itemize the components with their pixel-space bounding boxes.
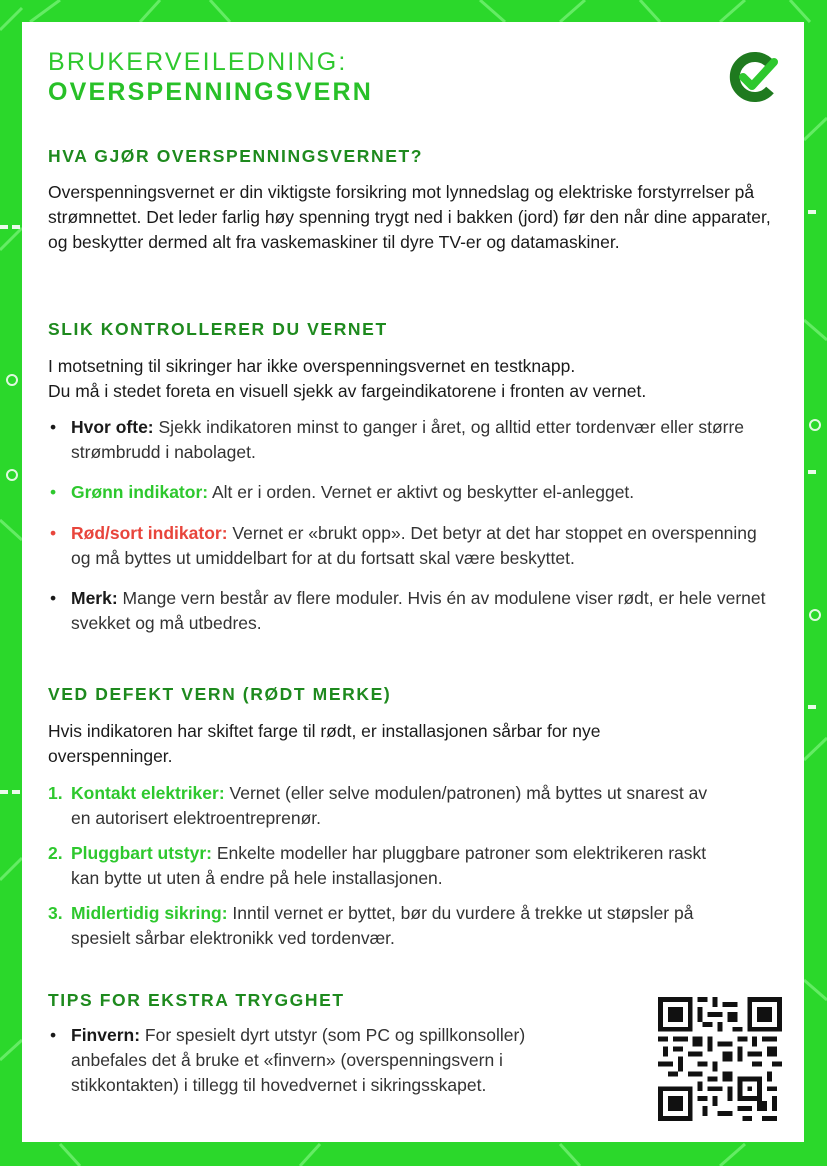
step-label: Midlertidig sikring: (71, 903, 228, 923)
heading-check: SLIK KONTROLLERER DU VERNET (48, 319, 388, 339)
check-list (48, 415, 768, 636)
check-logo-icon (726, 50, 780, 104)
step-label: Pluggbart utstyr: (71, 843, 212, 863)
guide-card (22, 22, 804, 1142)
defect-intro: Hvis indikatoren har skiftet farge til rødt, er installasjonen sårbar for nye overspenninger. (48, 721, 601, 766)
bullet-icon: • (50, 523, 57, 543)
step-text: Inntil vernet er byttet, bør du vurdere å trekke ut støpsler på spesielt sårbar elektronikk ved tordenvær. (71, 903, 694, 948)
bullet-icon: • (50, 417, 57, 437)
list-item (48, 586, 768, 636)
step-number: 3. (48, 903, 63, 923)
what-paragraph: Overspenningsvernet er din viktigste forsikring mot lynnedslag og elektriske forstyrrelser på strømnettet. Det leder farlig høy spenning trygt ned i bakken (jord) før den når dine apparater, og beskytter dermed alt fra vaskemaskiner til dyre TV-er og datamaskiner. (48, 182, 771, 252)
step-item (48, 781, 718, 831)
check-intro-line1: I motsetning til sikringer har ikke overspenningsvernet en testknapp. (48, 356, 576, 376)
bullet-icon: • (50, 588, 57, 608)
item-text: Sjekk indikatoren minst to ganger i året, og alltid etter tordenvær eller større strømbrudd i nabolaget. (71, 417, 745, 462)
item-label: Finvern: (71, 1025, 141, 1045)
qr-code-icon[interactable] (658, 997, 782, 1121)
page-title-subject: OVERSPENNINGSVERN (48, 78, 373, 106)
list-item (48, 521, 768, 571)
item-label: Merk: (71, 588, 118, 608)
item-text: For spesielt dyrt utstyr (som PC og spillkonsoller) anbefales det å bruke et «finvern» (overspenningsvern i stikkontakten) i tillegg til hovedvernet i sikringsskapet. (71, 1025, 526, 1095)
heading-defect: VED DEFEKT VERN (RØDT MERKE) (48, 684, 392, 704)
tips-list (48, 1023, 593, 1098)
heading-what: HVA GJØR OVERSPENNINGSVERNET? (48, 146, 424, 166)
list-item (48, 480, 768, 505)
item-label: Hvor ofte: (71, 417, 154, 437)
step-number: 1. (48, 783, 63, 803)
item-text: Vernet er «brukt opp». Det betyr at det har stoppet en overspenning og må byttes ut umiddelbart for at du fortsatt skal være beskyttet. (71, 523, 757, 568)
step-item (48, 901, 718, 951)
defect-steps (48, 781, 718, 951)
list-item (48, 415, 768, 465)
step-item (48, 841, 718, 891)
item-text: Mange vern består av flere moduler. Hvis én av modulene viser rødt, er hele vernet svekket og må utbedres. (71, 588, 766, 633)
item-label: Rød/sort indikator: (71, 523, 228, 543)
item-text: Alt er i orden. Vernet er aktivt og beskytter el-anlegget. (208, 482, 635, 502)
step-text: Enkelte modeller har pluggbare patroner som elektrikeren raskt kan bytte ut uten å endre på hele installasjonen. (71, 843, 707, 888)
bullet-icon: • (50, 482, 57, 502)
step-number: 2. (48, 843, 63, 863)
check-intro-line2: Du må i stedet foreta en visuell sjekk av fargeindikatorene i fronten av vernet. (48, 381, 647, 401)
page-title: BRUKERVEILEDNING: (48, 48, 348, 76)
step-text: Vernet (eller selve modulen/patronen) må byttes ut snarest av en autorisert elektroentreprenør. (71, 783, 708, 828)
heading-tips: TIPS FOR EKSTRA TRYGGHET (48, 990, 345, 1010)
item-label: Grønn indikator: (71, 482, 209, 502)
bullet-icon: • (50, 1025, 57, 1045)
step-label: Kontakt elektriker: (71, 783, 225, 803)
list-item (48, 1023, 593, 1098)
